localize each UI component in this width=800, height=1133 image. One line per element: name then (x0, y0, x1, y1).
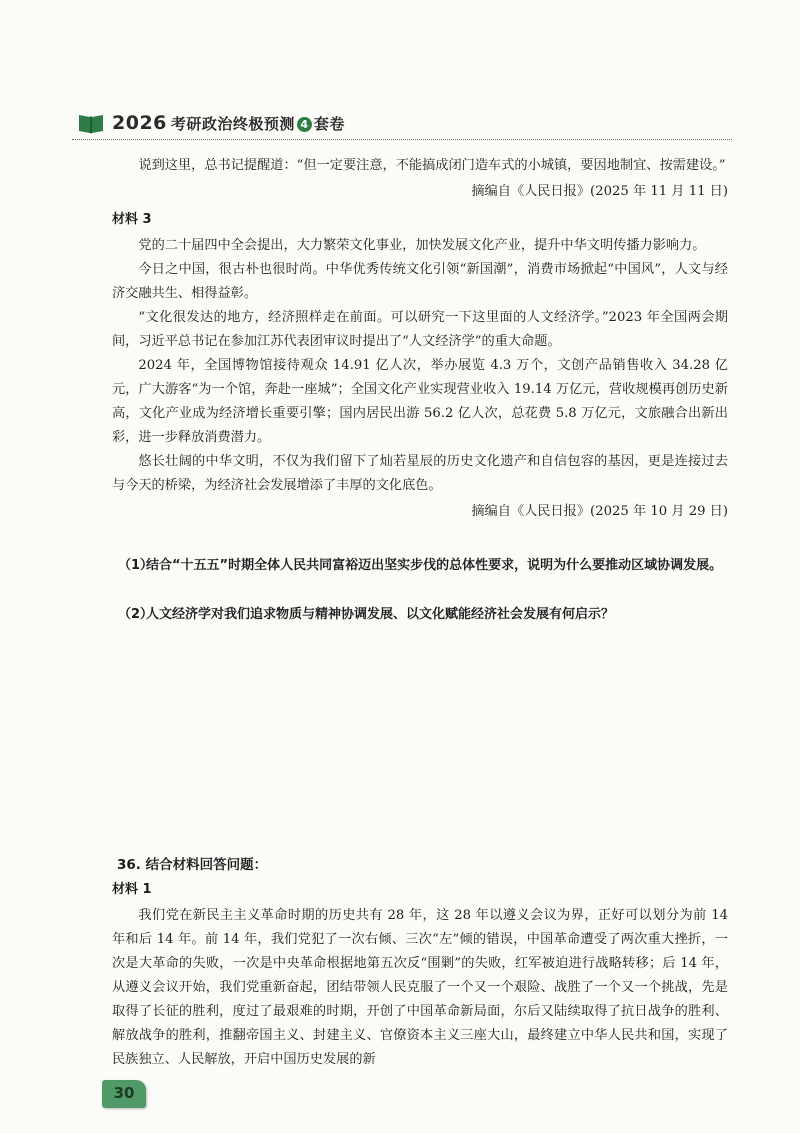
question-1-number: （1） (118, 558, 154, 573)
header-divider (72, 139, 732, 140)
page-number-tab (102, 1080, 146, 1108)
header-title-suffix: 套卷 (313, 115, 345, 133)
header-title (112, 112, 345, 134)
question-2-number: （2） (118, 607, 154, 622)
page-number: 30 (113, 1084, 135, 1102)
question-1-text: 结合“十五五”时期全体人民共同富裕迈出坚实步伐的总体性要求，说明为什么要推动区域协调发展。 (146, 558, 723, 573)
material3-label: 材料 3 (112, 212, 152, 227)
material3-source: 摘编自《人民日报》(2025 年 10 月 29 日) (471, 504, 728, 519)
question-36-material (112, 878, 728, 1072)
top-paragraph: 说到这里，总书记提醒道：“但一定要注意，不能搞成闭门造车式的小城镇，要因地制宜、按需建设。” (138, 158, 726, 173)
top-source: 摘编自《人民日报》(2025 年 11 月 11 日) (471, 184, 728, 199)
page-header (78, 108, 345, 138)
header-title-prefix: 考研政治终极预测 (170, 115, 295, 133)
question-2 (118, 603, 730, 627)
question-2-text: 人文经济学对我们追求物质与精神协调发展、以文化赋能经济社会发展有何启示？ (146, 607, 615, 622)
material3-paragraph-5: 悠长壮阔的中华文明，不仅为我们留下了灿若星辰的历史文化遗产和自信包容的基因，更是连接过去与今天的桥梁，为经济社会发展增添了丰厚的文化底色。 (112, 454, 728, 493)
header-year: 2026 (112, 112, 167, 134)
book-icon (78, 112, 104, 134)
material3-paragraph-2: 今日之中国，很古朴也很时尚。中华优秀传统文化引领“新国潮”，消费市场掀起“中国风”，人文与经济交融共生、相得益彰。 (112, 262, 728, 301)
material3-paragraph-1: 党的二十届四中全会提出，大力繁荣文化事业，加快发展文化产业，提升中华文明传播力影响力。 (138, 238, 706, 253)
material1-paragraph: 我们党在新民主主义革命时期的历史共有 28 年，这 28 年以遵义会议为界，正好可以划分为前 14 年和后 14 年。前 14 年，我们党犯了一次右倾、三次“左”倾的错误，中国革命遭受了两次重大挫折，一次是大革命的失败，一次是中央革命根据地第五次反“围剿”的失败，红军被迫进行战略转移；后 14 年，从遵义会议开始，我们党重新奋起，团结带领人民克服了一个又一个艰险、战胜了一个又一个挑战，先是取得了长征的胜利，度过了最艰难的时期，开创了中国革命新局面，尔后又陆续取得了抗日战争的胜利、解放战争的胜利，推翻帝国主义、封建主义、官僚资本主义三座大山，最终建立中华人民共和国，实现了民族独立、人民解放，开启中国历史发展的新 (112, 908, 728, 1067)
material3-paragraph-3: “文化很发达的地方，经济照样走在前面。可以研究一下这里面的人文经济学。”2023 年全国两会期间，习近平总书记在参加江苏代表团审议时提出了“人文经济学”的重大命题。 (112, 310, 728, 349)
material1-label: 材料 1 (112, 882, 152, 897)
question-1 (118, 554, 730, 578)
material3-paragraph-4: 2024 年，全国博物馆接待观众 14.91 亿人次，举办展览 4.3 万个，文创产品销售收入 34.28 亿元，广大游客“为一个馆，奔赴一座城”；全国文化产业实现营业收入 19.14 万亿元，营收规模再创历史新高，文化产业成为经济增长重要引擎；国内居民出游 56.2 亿人次，总花费 5.8 万亿元，文旅融合出新出彩，进一步释放消费潜力。 (112, 358, 728, 445)
material-section (112, 154, 728, 528)
question-36-title: 36. 结合材料回答问题： (117, 857, 268, 873)
circled-number: 4 (297, 117, 312, 132)
